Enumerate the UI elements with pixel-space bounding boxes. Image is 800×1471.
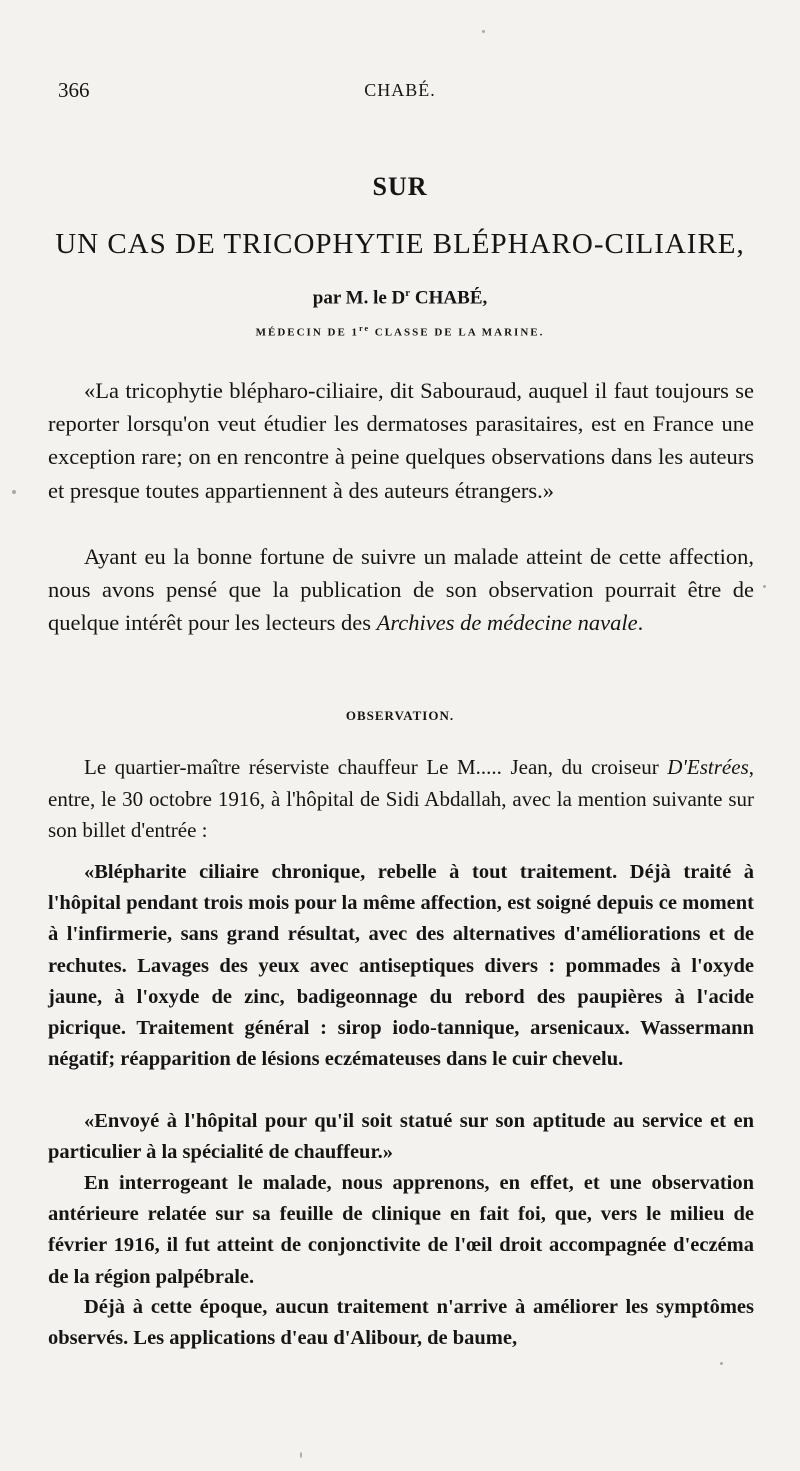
paragraph-intro <box>48 540 754 640</box>
p2-text-start: Ayant eu la bonne fortune de suivre un malade atteint de cette affection, nous avons pensé que la publication de son observation pourrait être de quelque intérêt pour les lecteurs des <box>48 544 754 636</box>
section-heading: OBSERVATION. <box>345 708 455 723</box>
paragraph-referral-quote: «Envoyé à l'hôpital pour qu'il soit statué sur son aptitude au service et en particulier à la spécialité de chauffeur.» <box>48 1110 754 1164</box>
paragraph-treatment: Déjà à cette époque, aucun traitement n'arrive à améliorer les symptômes observés. Les applications d'eau d'Alibour, de baume, <box>48 1296 754 1350</box>
affiliation-prefix: MÉDECIN DE 1 <box>255 326 360 339</box>
p3-text-start: Le quartier-maître réserviste chauffeur Le M..... Jean, du croiseur <box>84 755 668 779</box>
paragraph-history: En interrogeant le malade, nous apprenons, en effet, et une observation antérieure relatée sur sa feuille de clinique en fait foi, que, vers le milieu de février 1916, il fut atteint de conjonctivite de l'œil droit accompagnée d'eczéma de la région palpébrale. <box>48 1172 754 1288</box>
byline-sup: r <box>405 287 411 299</box>
article-title-line-1: SUR <box>372 172 428 201</box>
scan-speck <box>763 585 766 588</box>
author-affiliation <box>0 324 800 339</box>
scan-speck <box>482 30 485 33</box>
running-title: CHABÉ. <box>364 80 436 100</box>
page-number: 366 <box>58 78 90 102</box>
article-title-line-2: UN CAS DE TRICOPHYTIE BLÉPHARO-CILIAIRE, <box>55 228 745 260</box>
affiliation-suffix: CLASSE DE LA MARINE. <box>370 326 545 339</box>
p3-text-end: , entre, le 30 octobre 1916, à l'hôpital de Sidi Abdallah, avec la mention suivante sur son billet d'entrée : <box>48 755 754 842</box>
affiliation-sup: re <box>359 324 371 333</box>
scan-speck <box>12 490 16 494</box>
running-head <box>0 78 800 108</box>
p2-text-end: . <box>637 610 644 636</box>
journal-title: Archives de médecine navale <box>376 610 638 636</box>
paragraph-diagnosis-quote: «Blépharite ciliaire chronique, rebelle à tout traitement. Déjà traité à l'hôpital pendant trois mois pour la même affection, est soigné depuis ce moment à l'infirmerie, sans grand résultat, avec des alternatives d'améliorations et de rechutes. Lavages des yeux avec antiseptiques divers : pommades à l'oxyde jaune, à l'oxyde de zinc, badigeonnage du rebord des paupières à l'acide picrique. Traitement général : sirop iodo-tannique, arsenicaux. Wassermann négatif; réapparition de lésions eczémateuses dans le cuir chevelu. <box>48 861 754 1071</box>
byline-prefix: par M. le D <box>312 287 406 309</box>
scan-speck <box>300 1452 302 1458</box>
paragraph-quote-sabouraud: «La tricophytie blépharo-ciliaire, dit Sabouraud, auquel il faut toujours se reporter lorsqu'on veut étudier les dermatoses parasitaires, est en France une exception rare; on en rencontre à peine quelques observations dans les auteurs et presque toutes appartiennent à des auteurs étrangers.» <box>48 378 754 503</box>
ship-name: D'Estrées <box>667 755 749 779</box>
paragraph-admission <box>48 752 754 847</box>
byline-name: CHABÉ, <box>410 287 488 309</box>
scan-speck <box>720 1362 723 1365</box>
author-byline <box>0 287 800 309</box>
